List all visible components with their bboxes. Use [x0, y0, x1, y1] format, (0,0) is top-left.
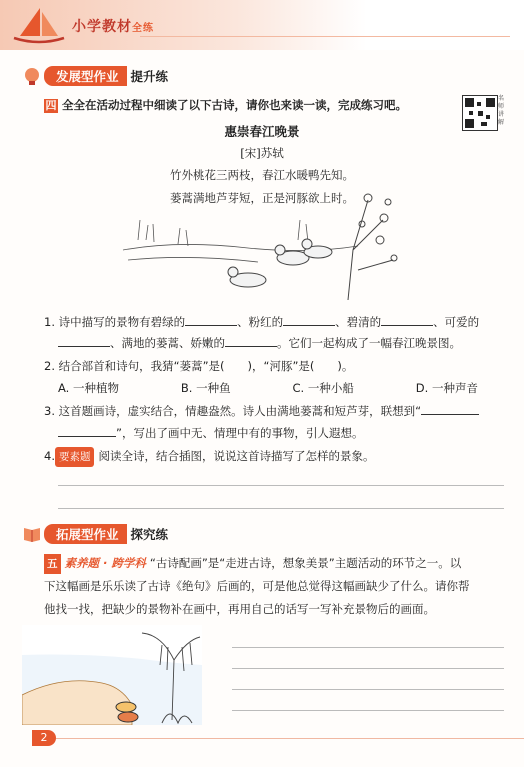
question-1-line-1: 1. 诗中描写的景物有碧绿的 、粉红的 、碧清的 、可爱的 [44, 312, 479, 332]
question-2: 2. 结合部首和诗句，我猜“蒌蒿”是( )，“河豚”是( )。 [44, 359, 354, 373]
question-2-options [58, 378, 478, 398]
option-a[interactable]: A. 一种植物 [58, 381, 119, 395]
section-develop-bar [44, 66, 168, 86]
duck-2-icon [302, 239, 332, 258]
page-number: 2 [32, 730, 56, 746]
jueju-drawing[interactable] [22, 625, 202, 725]
question-5-line-1: 五 素养题 · 跨学科 “古诗配画”是“走进古诗，想象美景”主题活动的环节之一。以 [44, 553, 461, 574]
question-four-instruction: 四 全全在活动过程中细读了以下古诗，请你也来读一读，完成练习吧。 [45, 98, 407, 112]
option-b[interactable]: B. 一种鱼 [180, 381, 231, 395]
poem-line-2: 蒌蒿满地芦芽短，正是河豚欲上时。 [170, 191, 354, 205]
poem-title: 惠崇春江晚景 [224, 124, 300, 139]
answer-blank[interactable] [283, 312, 335, 326]
qr-label: 名师讲解 [498, 95, 505, 126]
answer-blank[interactable] [421, 401, 479, 415]
footer-rule [56, 738, 524, 739]
question-5-line-3: 他找一找，把缺少的景物补在画中，再用自己的话写一写补充景物后的画面。 [44, 602, 435, 616]
lightbulb-icon [22, 66, 42, 86]
section-tail: 提升练 [130, 69, 169, 84]
poem-author: [宋]苏轼 [240, 146, 284, 160]
question-1-line-2: 、满地的蒌蒿、娇嫩的 。它们一起构成了一幅春江晚景图。 [58, 333, 461, 353]
question-3-line-2: ”，写出了画中无、情理中有的事物，引人遐想。 [58, 423, 363, 443]
literacy-tag: 素养题 · 跨学科 [64, 556, 146, 570]
answer-line[interactable] [232, 710, 504, 711]
section-badge: 发展型作业 [44, 66, 127, 86]
answer-line[interactable] [58, 485, 504, 486]
answer-blank[interactable] [185, 312, 237, 326]
section-badge: 拓展型作业 [44, 524, 127, 544]
peach-tree-icon [348, 194, 397, 300]
answer-line[interactable] [58, 508, 504, 509]
section-extend-bar [44, 524, 168, 544]
question-number: 四 [45, 99, 57, 112]
header-rule [140, 36, 510, 37]
answer-blank[interactable] [225, 333, 277, 347]
option-d[interactable]: D. 一种声音 [415, 381, 478, 395]
poem-line-1: 竹外桃花三两枝，春江水暖鸭先知。 [170, 168, 354, 182]
question-5-line-2: 下这幅画是乐乐读了古诗《绝句》后画的，可是他总觉得这幅画缺少了什么。请你帮 [44, 579, 470, 593]
key-point-tag: 要素题 [55, 447, 95, 467]
answer-line[interactable] [232, 668, 504, 669]
answer-line[interactable] [232, 647, 504, 648]
sailboat-logo-icon [10, 6, 68, 44]
option-c[interactable]: C. 一种小船 [292, 381, 354, 395]
page-header [0, 0, 524, 50]
spring-river-illustration [118, 180, 398, 300]
question-3-line-1: 3. 这首题画诗，虚实结合，情趣盎然。诗人由满地蒌蒿和短芦芽，联想到“ [44, 401, 479, 421]
answer-blank[interactable] [58, 423, 116, 437]
book-icon [22, 524, 42, 544]
duck-3-icon [228, 267, 266, 287]
answer-blank[interactable] [381, 312, 433, 326]
answer-line[interactable] [232, 689, 504, 690]
answer-blank[interactable] [58, 333, 110, 347]
question-number: 五 [44, 554, 61, 574]
question-4: 4. 要素题 阅读全诗，结合插图，说说这首诗描写了怎样的景象。 [44, 446, 374, 467]
section-tail: 探究练 [130, 527, 169, 542]
book-title: 小学教材全练 [72, 19, 154, 35]
